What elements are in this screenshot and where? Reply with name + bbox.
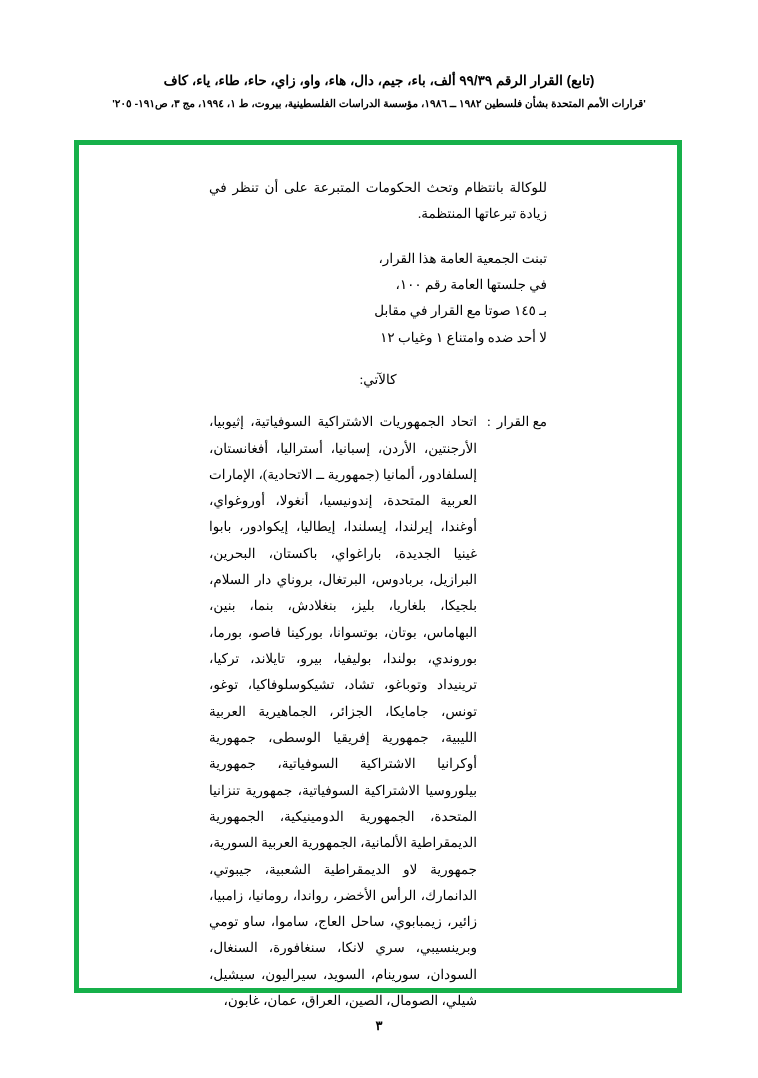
vote-line: بـ ١٤٥ صوتا مع القرار في مقابل xyxy=(374,303,547,319)
paragraph-agency-funding: للوكالة بانتظام وتحث الحكومات المتبرعة على أن تنظر في زيادة تبرعاتها المنتظمة. xyxy=(209,180,547,222)
green-border-frame xyxy=(74,140,682,1009)
page-number: ٣ xyxy=(375,1018,383,1033)
header-source-citation: 'قرارات الأمم المتحدة بشأن فلسطين ١٩٨٢ ــ ١٩٨٦، مؤسسة الدراسات الفلسطينية، بيروت، ط ١، ١٩٩٤، مج ٣، ص١٩١- ٢٠٥' xyxy=(112,97,646,110)
document-body xyxy=(209,175,547,1014)
vote-line: لا أحد ضده وامتناع ١ وغياب ١٢ xyxy=(380,329,547,345)
header-title: (تابع) القرار الرقم ٩٩/٣٩ ألف، باء، جيم، دال، هاء، واو، زاي، حاء، طاء، ياء، كاف xyxy=(163,73,595,88)
as-follows-label: كالآتي: xyxy=(359,371,397,387)
page-header xyxy=(0,72,758,112)
in-favour-colon: : xyxy=(487,414,491,430)
in-favour-country-list: اتحاد الجمهوريات الاشتراكية السوفياتية، إثيوبيا، الأرجنتين، الأردن، إسبانيا، أستراليا، أفغانستان، إلسلفادور، ألمانيا (جمهورية ــ الاتحادية)، الإمارات العربية المتحدة، إندونيسيا، أنغولا، أوروغواي، أوغندا، إيرلندا، إيسلندا، إيطاليا، إيكوادور، بابوا غينيا الجديدة، باراغواي، باكستان، البحرين، البرازيل، بربادوس، البرتغال، بروناي دار السلام، بلجيكا، بلغاريا، بليز، بنغلادش، بنما، بنين، البهاماس، بوتان، بوتسوانا، بوركينا فاصو، بورما، بوروندي، بولندا، بوليفيا، بيرو، تايلاند، تركيا، ترينيداد وتوباغو، تشاد، تشيكوسلوفاكيا، توغو، تونس، جامايكا، الجزائر، الجماهيرية العربية الليبية، جمهورية إفريقيا الوسطى، جمهورية أوكرانيا الاشتراكية السوفياتية، جمهورية بيلوروسيا الاشتراكية السوفياتية، جمهورية تنزانيا المتحدة، الجمهورية الدومينيكية، الجمهورية الديمقراطية الألمانية، الجمهورية العربية السورية، جمهورية لاو الديمقراطية الشعبية، جيبوتي، الدانمارك، الرأس الأخضر، رواندا، رومانيا، زامبيا، زائير، زيمبابوي، ساحل العاج، ساموا، ساو تومي وبرينسيبي، سري لانكا، سنغافورة، السنغال، السودان، سورينام، السويد، سيراليون، سيشيل، شيلي، الصومال، الصين، العراق، عمان، غابون، xyxy=(209,414,478,1009)
vote-summary-block xyxy=(209,246,547,351)
vote-line: في جلستها العامة رقم ١٠٠، xyxy=(395,276,547,292)
vote-line: تبنت الجمعية العامة هذا القرار، xyxy=(378,250,547,266)
in-favour-label: مع القرار xyxy=(496,414,547,430)
in-favour-section xyxy=(209,409,547,1014)
